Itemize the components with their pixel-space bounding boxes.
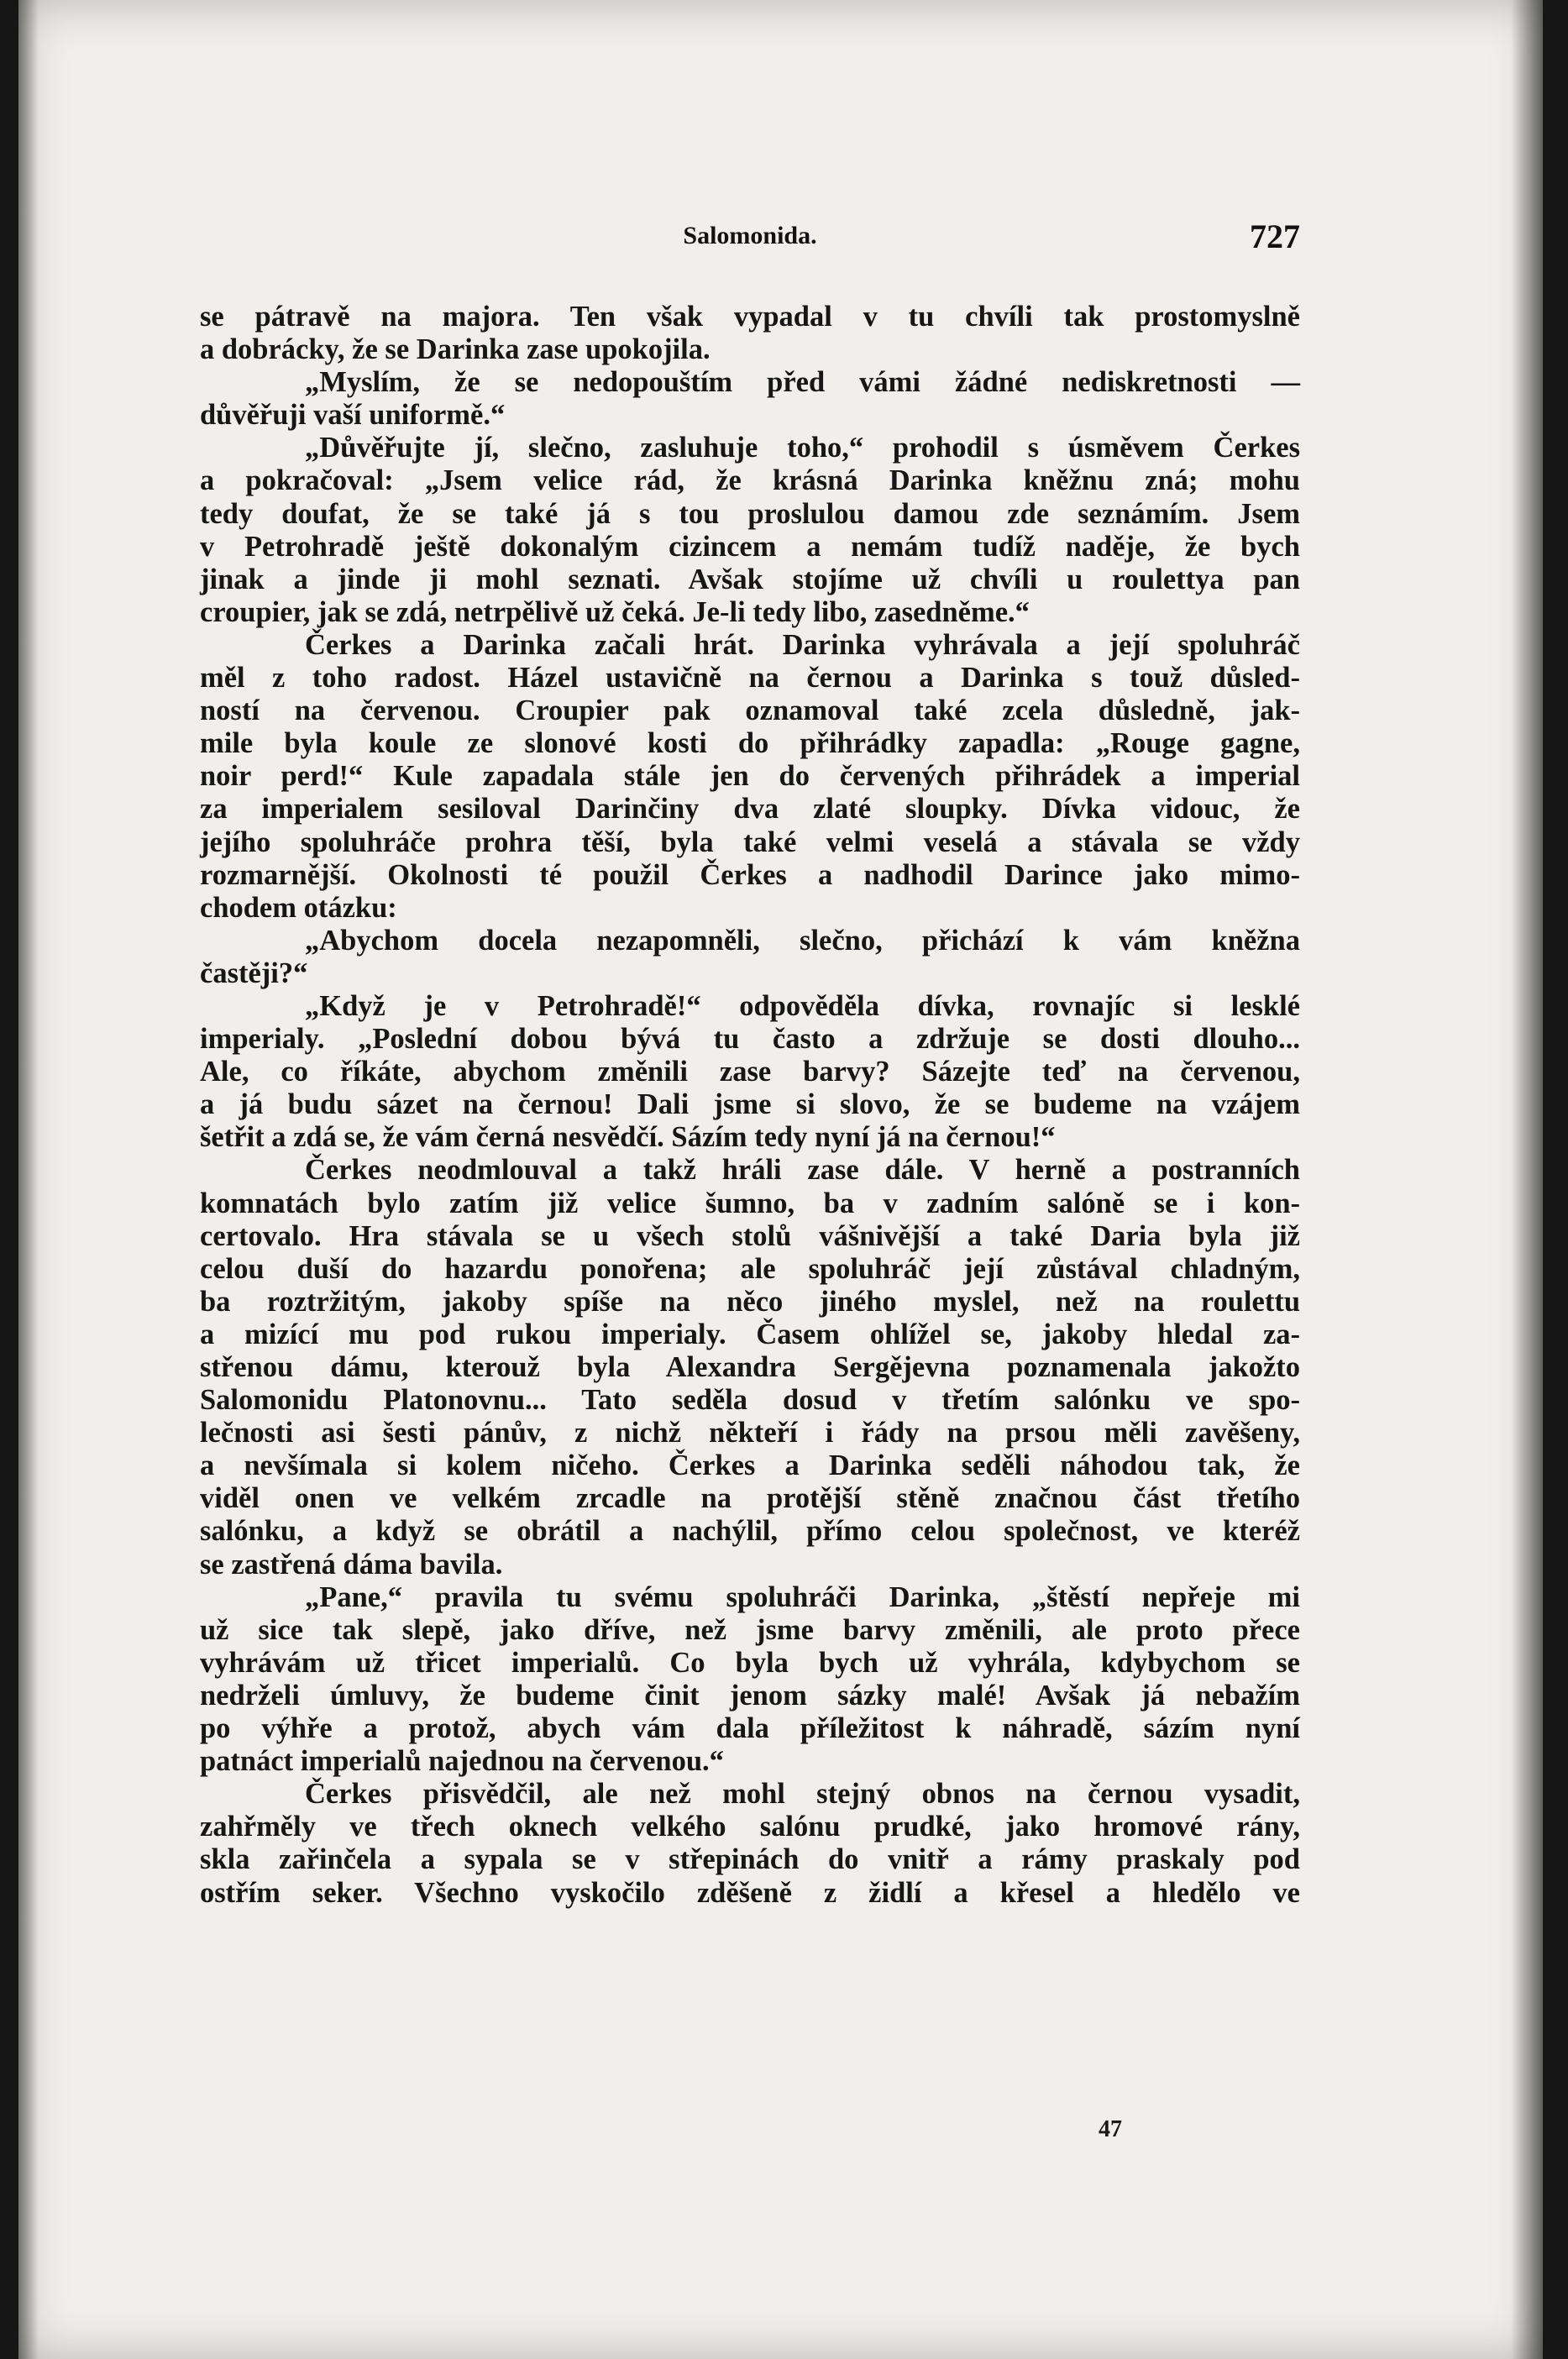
text-line: a já budu sázet na černou! Dali jsme si slovo, že se budeme na vzájem: [200, 1088, 1300, 1121]
signature-mark: 47: [1099, 2116, 1122, 2142]
text-line: „Myslím, že se nedopouštím před vámi žádné nediskretnosti —: [305, 366, 1300, 399]
text-line: rozmarnější. Okolnosti té použil Čerkes a nadhodil Darince jako mimo-: [200, 858, 1300, 891]
text-line: ností na červenou. Croupier pak oznamoval také zcela důsledně, jak-: [200, 695, 1300, 727]
text-line: se zastřená dáma bavila.: [200, 1548, 503, 1581]
text-line: „Když je v Petrohradě!“ odpověděla dívka, rovnajíc si lesklé: [305, 989, 1300, 1022]
text-line: v Petrohradě ještě dokonalým cizincem a nemám tudíž naděje, že bych: [200, 530, 1300, 563]
text-line: „Pane,“ pravila tu svému spoluhráči Darinka, „štěstí nepřeje mi: [305, 1581, 1300, 1613]
text-line: střenou dámu, kterouž byla Alexandra Sergějevna poznamenala jakožto: [200, 1351, 1300, 1383]
text-line: šetřit a zdá se, že vám černá nesvědčí. Sázím tedy nyní já na černou!“: [200, 1121, 1056, 1154]
text-line: po výhře a protož, abych vám dala příležitost k náhradě, sázím nyní: [200, 1712, 1300, 1745]
text-line: vyhrávám už třicet imperialů. Co byla bych už vyhrála, kdybychom se: [200, 1646, 1300, 1679]
text-line: patnáct imperialů najednou na červenou.“: [200, 1745, 724, 1778]
page-number: 727: [1250, 218, 1300, 255]
page-edge-shadow: [1511, 0, 1543, 2359]
text-line: „Abychom docela nezapomněli, slečno, přichází k vám kněžna: [305, 924, 1300, 957]
page-header: [200, 217, 1300, 259]
text-line: jejího spoluhráče prohra těší, byla také velmi veselá a stávala se vždy: [200, 826, 1300, 858]
text-line: zahřměly ve třech oknech velkého salónu prudké, jako hromové rány,: [200, 1811, 1300, 1843]
text-line: lečnosti asi šesti pánův, z nichž někteří i řády na prsou měli zavěšeny,: [200, 1417, 1300, 1449]
text-line: se pátravě na majora. Ten však vypadal v tu chvíli tak prostomyslně: [200, 301, 1300, 333]
text-line: a mizící mu pod rukou imperialy. Časem ohlížel se, jakoby hledal za-: [200, 1318, 1300, 1350]
text-line: důvěřuji vaší uniformě.“: [200, 399, 506, 432]
text-line: Čerkes přisvědčil, ale než mohl stejný obnos na černou vysadit,: [305, 1778, 1300, 1811]
text-line: noir perd!“ Kule zapadala stále jen do červených přihrádek a imperial: [200, 760, 1300, 793]
text-line: ba roztržitým, jakoby spíše na něco jiného myslel, než na roulettu: [200, 1285, 1300, 1318]
text-line: Čerkes a Darinka začali hrát. Darinka vyhrávala a její spoluhráč: [305, 628, 1300, 661]
text-line: častěji?“: [200, 957, 308, 989]
text-line: Čerkes neodmlouval a takž hráli zase dále. V herně a postranních: [305, 1154, 1300, 1187]
text-line: a nevšímala si kolem ničeho. Čerkes a Darinka seděli náhodou tak, že: [200, 1449, 1300, 1482]
text-line: Ale, co říkáte, abychom změnili zase barvy? Sázejte teď na červenou,: [200, 1056, 1300, 1088]
text-line: celou duší do hazardu ponořena; ale spoluhráč její zůstával chladným,: [200, 1252, 1300, 1285]
text-line: mile byla koule ze slonové kosti do přihrádky zapadla: „Rouge gagne,: [200, 727, 1300, 760]
text-line: imperialy. „Poslední dobou bývá tu často a zdržuje se dosti dlouho...: [200, 1023, 1300, 1056]
text-line: měl z toho radost. Házel ustavičně na černou a Darinka s touž důsled-: [200, 662, 1300, 695]
body-text: [200, 301, 1300, 1910]
text-line: tedy doufat, že se také já s tou proslulou damou zde seznámím. Jsem: [200, 497, 1300, 530]
text-line: croupier, jak se zdá, netrpělivě už čeká. Je-li tedy libo, zasedněme.“: [200, 595, 1030, 628]
text-line: ostřím seker. Všechno vyskočilo zděšeně z židlí a křesel a hledělo ve: [200, 1876, 1300, 1909]
text-line: a pokračoval: „Jsem velice rád, že krásná Darinka kněžnu zná; mohu: [200, 464, 1300, 497]
text-line: už sice tak slepě, jako dříve, než jsme barvy změnili, ale proto přece: [200, 1613, 1300, 1646]
text-line: Salomonidu Platonovnu... Tato seděla dosud v třetím salónku ve spo-: [200, 1384, 1300, 1417]
text-line: jinak a jinde ji mohl seznati. Avšak stojíme už chvíli u roulettya pan: [200, 563, 1300, 595]
text-line: komnatách bylo zatím již velice šumno, ba v zadním salóně se i kon-: [200, 1187, 1300, 1219]
page-gutter-shadow: [18, 0, 39, 2359]
text-line: chodem otázku:: [200, 891, 397, 924]
text-line: a dobrácky, že se Darinka zase upokojila.: [200, 333, 711, 366]
text-line: nedrželi úmluvy, že budeme činit jenom sázky malé! Avšak já nebažím: [200, 1679, 1300, 1712]
text-line: certovalo. Hra stávala se u všech stolů vášnivější a také Daria byla již: [200, 1219, 1300, 1252]
text-line: salónku, a když se obrátil a nachýlil, přímo celou společnost, ve kteréž: [200, 1515, 1300, 1548]
text-line: „Důvěřujte jí, slečno, zasluhuje toho,“ prohodil s úsměvem Čerkes: [305, 432, 1300, 464]
running-title: Salomonida.: [683, 222, 817, 249]
text-line: za imperialem sesiloval Darinčiny dva zlaté sloupky. Dívka vidouc, že: [200, 793, 1300, 826]
text-line: skla zařinčela a sypala se v střepinách do vnitř a rámy praskaly pod: [200, 1843, 1300, 1876]
text-line: viděl onen ve velkém zrcadle na protější stěně značnou část třetího: [200, 1482, 1300, 1515]
